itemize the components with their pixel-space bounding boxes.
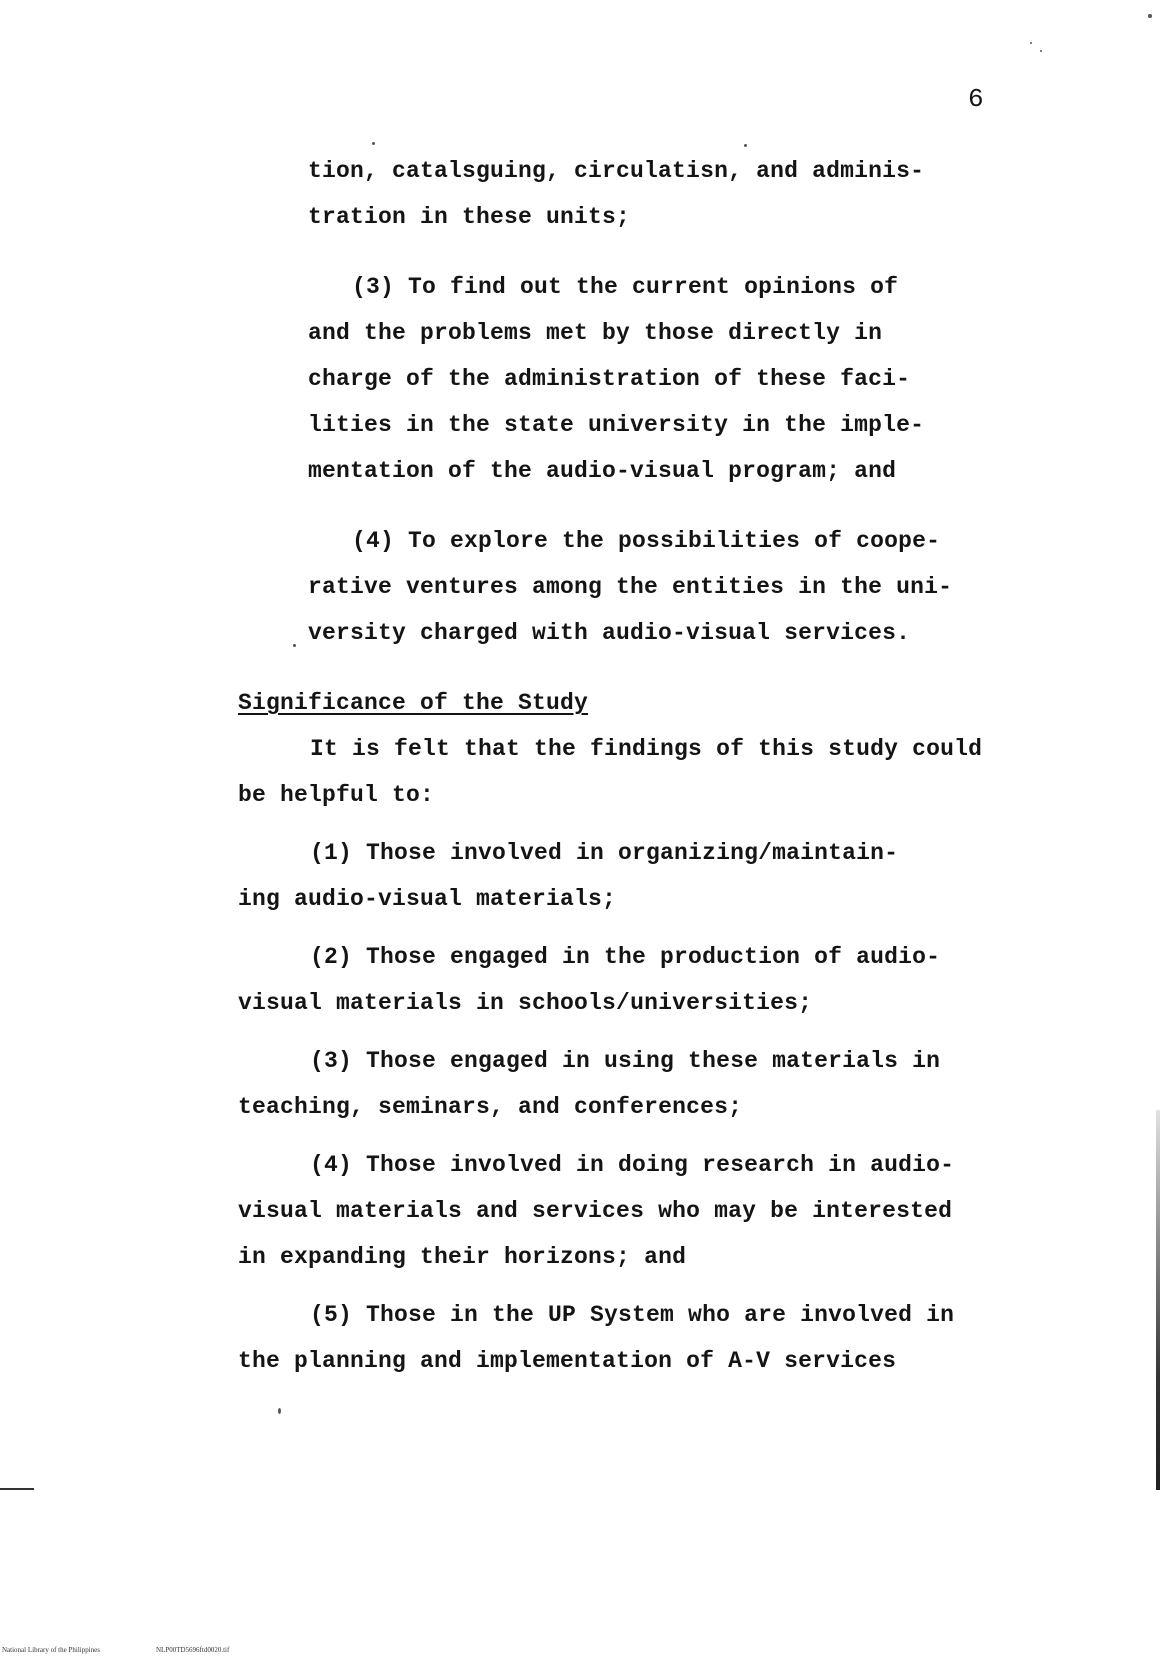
text-line: and the problems met by those directly in	[308, 320, 883, 346]
scan-speck	[293, 644, 296, 647]
text-line: visual materials and services who may be interested	[238, 1198, 953, 1224]
scan-speck	[744, 144, 747, 147]
list-item-start: (3) Those engaged in using these materials in	[310, 1048, 941, 1074]
scan-edge-mark	[0, 1488, 34, 1490]
text-line: teaching, seminars, and conferences;	[238, 1094, 743, 1120]
text-line: the planning and implementation of A-V services	[238, 1348, 897, 1374]
page-number: 6	[968, 84, 984, 114]
scan-edge-shadow	[1156, 1110, 1160, 1490]
text-line: in expanding their horizons; and	[238, 1244, 687, 1270]
list-item-start: (1) Those involved in organizing/maintain-	[310, 840, 899, 866]
list-item-start: (4) To explore the possibilities of coope-	[352, 528, 941, 554]
text-line: tion, catalsguing, circulatisn, and adminis-	[308, 158, 925, 184]
scan-speck	[1040, 50, 1042, 52]
text-line: be helpful to:	[238, 782, 435, 808]
list-item-start: (4) Those involved in doing research in audio-	[310, 1152, 955, 1178]
text-line: mentation of the audio-visual program; and	[308, 458, 897, 484]
section-heading: Significance of the Study	[238, 690, 589, 716]
scan-speck	[278, 1408, 281, 1414]
text-line: rative ventures among the entities in the uni-	[308, 574, 953, 600]
list-item-start: (2) Those engaged in the production of audio-	[310, 944, 941, 970]
footer-file-name: NLP00TD5696ftd0020.tif	[156, 1646, 230, 1654]
scan-speck	[1148, 14, 1152, 18]
text-line: tration in these units;	[308, 204, 631, 230]
footer-library-credit: National Library of the Philippines	[2, 1646, 100, 1654]
list-item-start: (3) To find out the current opinions of	[352, 274, 899, 300]
text-line: versity charged with audio-visual services.	[308, 620, 911, 646]
list-item-start: (5) Those in the UP System who are involved in	[310, 1302, 955, 1328]
text-line: visual materials in schools/universities;	[238, 990, 813, 1016]
scan-speck	[372, 142, 375, 145]
text-line: charge of the administration of these faci-	[308, 366, 911, 392]
scan-speck	[1030, 42, 1032, 44]
paragraph-start: It is felt that the findings of this study could	[310, 736, 983, 762]
text-line: lities in the state university in the imple-	[308, 412, 925, 438]
text-line: ing audio-visual materials;	[238, 886, 617, 912]
